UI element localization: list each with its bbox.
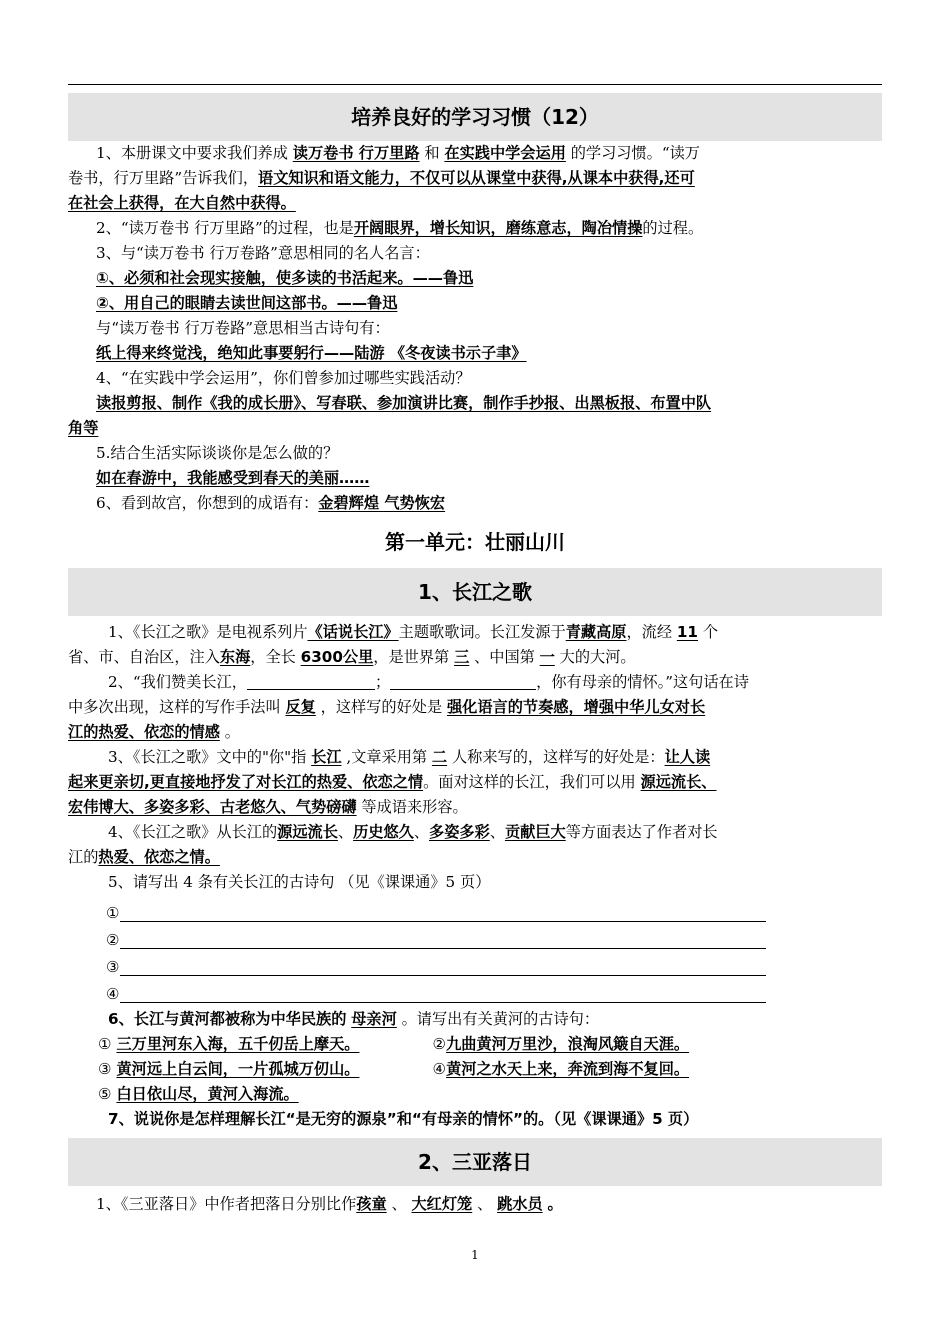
answer: 语文知识和语文能力，不仅可以从课堂中获得,从课本中获得,还可 (258, 169, 695, 187)
blank-line[interactable] (390, 673, 536, 690)
q3-poem: 纸上得来终觉浅，绝知此事要躬行——陆游 《冬夜读书示子聿》 (96, 344, 527, 362)
q5-line: 5.结合生活实际谈谈你是怎么做的？ (96, 444, 339, 462)
page-number: 1 (471, 1248, 479, 1262)
q3-line: 3、与“读万卷书 行万卷路”意思相同的名人名言： (96, 244, 430, 262)
section1-body (68, 141, 882, 516)
q6-line: 6、看到故宫，你想到的成语有：金碧辉煌 气势恢宏 (96, 494, 446, 512)
q3-quote-1: ①、必须和社会现实接触，使多读的书活起来。——鲁迅 (96, 269, 474, 287)
l1-q1-line-1: 1、《长江之歌》是电视系列片《话说长江》主题歌歌词。长江发源于青藏高原，流经 11 个 (108, 623, 718, 641)
lesson1-body (68, 616, 882, 1132)
l1-q2-line-1: 2、“我们赞美长江， ； ，你有母亲的情怀。”这句话在诗 (108, 673, 749, 691)
l1-q2-line-2: 中多次出现，这样的写作手法叫 反复 ，这样写的好处是 强化语言的节奏感，增强中华儿女对长 (68, 698, 706, 716)
answer: 在实践中学会运用 (444, 144, 566, 162)
answer-line-4[interactable]: ④ (106, 976, 882, 1003)
answer-line-2[interactable]: ② (106, 922, 882, 949)
q2-line: 2、“读万卷书 行万里路”的过程，也是开阔眼界，增长知识，磨练意志，陶冶情操的过程。 (96, 219, 704, 237)
q3-quote-2: ②、用自己的眼睛去读世间这部书。——鲁迅 (96, 294, 398, 312)
l1-q5-line: 5、请写出 4 条有关长江的古诗句 （见《课课通》5 页） (108, 873, 491, 891)
q1-line-1: 1、本册课文中要求我们养成 读万卷书 行万里路 和 在实践中学会运用 的学习习惯。“读万 (96, 144, 700, 162)
answer: 金碧辉煌 气势恢宏 (318, 494, 446, 512)
l1-q3-line-2: 起来更亲切,更直接地抒发了对长江的热爱、依恋之情。面对这样的长江，我们可以用 源远流长、 (68, 773, 717, 791)
poem-row-3: ⑤ 白日依山尽，黄河入海流。 (98, 1085, 299, 1103)
l1-q4-line-1: 4、《长江之歌》从长江的源远流长、历史悠久、多姿多彩、贡献巨大等方面表达了作者对长 (108, 823, 718, 841)
lesson-title-sanya: 2、三亚落日 (68, 1138, 882, 1186)
answer: 在社会上获得，在大自然中获得。 (68, 194, 296, 212)
blank-line[interactable] (247, 673, 375, 690)
l1-q3-line-1: 3、《长江之歌》文中的"你"指 长江 ,文章采用第 二 人称来写的，这样写的好处是：让人读 (108, 748, 711, 766)
l1-q3-line-3: 宏伟博大、多姿多彩、古老悠久、气势磅礴 等成语来形容。 (68, 798, 468, 816)
q5-answer: 如在春游中，我能感受到春天的美丽…… (96, 469, 370, 487)
q1-line-3 (68, 191, 882, 216)
l1-q7-line: 7、说说你是怎样理解长江“是无穷的源泉”和“有母亲的情怀”的。（见《课课通》5 页） (108, 1110, 699, 1128)
answer-line-1[interactable]: ① (106, 895, 882, 922)
answer: 开阔眼界，增长知识，磨练意志，陶冶情操 (353, 219, 643, 237)
poem-row-2: ③ 黄河远上白云间，一片孤城万仞山。 ④黄河之水天上来，奔流到海不复回。 (98, 1060, 690, 1078)
section-title-study-habits: 培养良好的学习习惯（12） (68, 93, 882, 141)
poem-row-1: ① 三万里河东入海，五千仞岳上摩天。 ②九曲黄河万里沙，浪淘风簸自天涯。 (98, 1035, 690, 1053)
q4-line: 4、“在实践中学会运用”，你们曾参加过哪些实践活动？ (96, 369, 471, 387)
document-page (68, 84, 882, 1217)
answer: 读万卷书 行万里路 (292, 144, 420, 162)
l2-q1-line: 1、《三亚落日》中作者把落日分别比作孩童 、 大红灯笼 、 跳水员 。 (96, 1195, 563, 1213)
l1-q4-line-2: 江的热爱、依恋之情。 (68, 848, 220, 866)
q1-line-2: 卷书，行万里路”告诉我们，语文知识和语文能力，不仅可以从课堂中获得,从课本中获得,还可 (68, 169, 695, 187)
l1-q2-line-3: 江的热爱、依恋的情感 。 (68, 723, 240, 741)
q4-answer-1: 读报剪报、制作《我的成长册》、写春联、参加演讲比赛，制作手抄报、出黑板报、布置中队 (96, 394, 712, 412)
unit-title: 第一单元：壮丽山川 (385, 530, 565, 554)
l1-q6-line: 6、长江与黄河都被称为中华民族的 母亲河 。请写出有关黄河的古诗句： (108, 1010, 600, 1028)
lesson2-body (68, 1186, 882, 1217)
top-rule (68, 84, 882, 85)
q4-answer-2: 角等 (68, 419, 99, 437)
lesson-title-changjiang: 1、长江之歌 (68, 568, 882, 616)
l1-q1-line-2: 省、市、自治区，注入东海，全长 6300公里，是世界第 三 、中国第 一 大的大河。 (68, 648, 636, 666)
q3-line-poems: 与“读万卷书 行万卷路”意思相当古诗句有： (96, 319, 390, 337)
answer-line-3[interactable]: ③ (106, 949, 882, 976)
